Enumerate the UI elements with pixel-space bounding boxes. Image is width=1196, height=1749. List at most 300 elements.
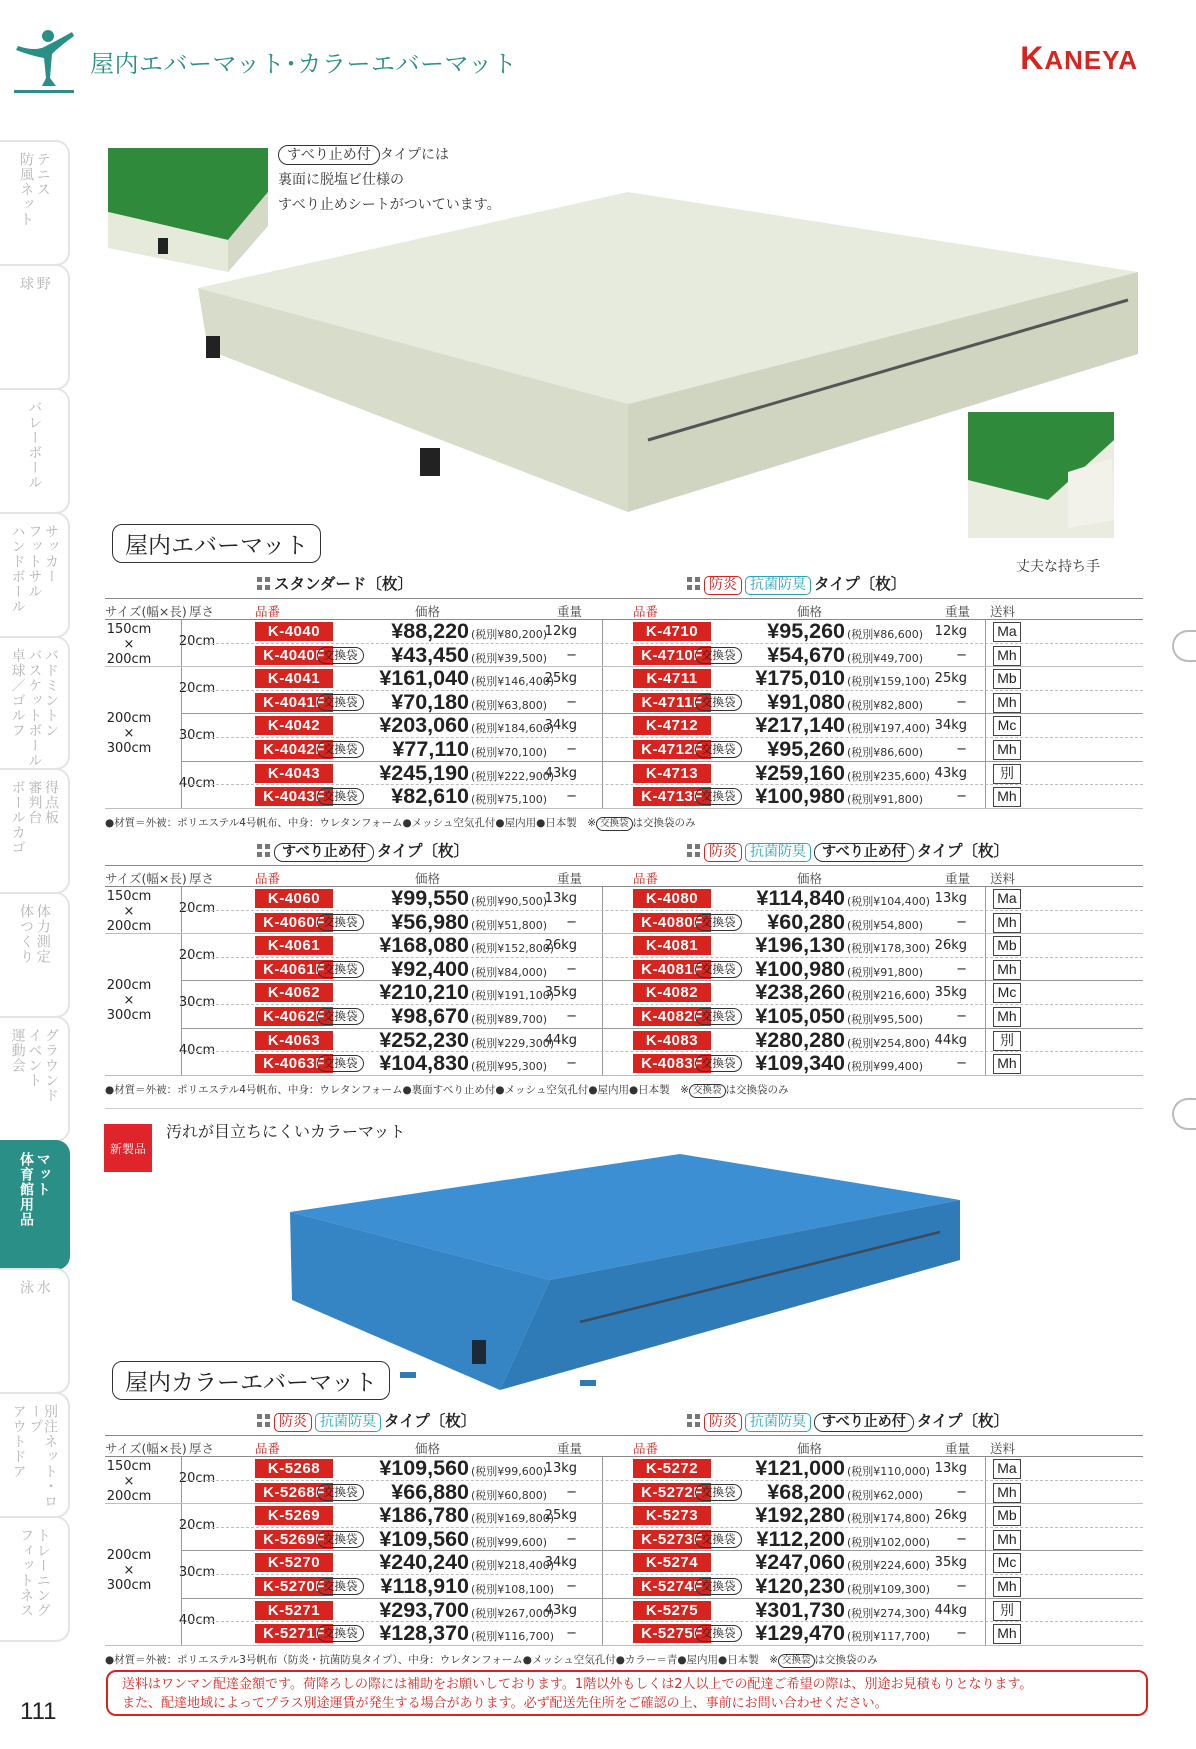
side-tab-9[interactable] [0,1268,70,1394]
thickness-label: 30cm [178,728,216,744]
shipping-code: Mh [993,740,1021,760]
side-tab-label: ボールカゴ [9,780,26,855]
tax-excluded-price: (税別¥224,600) [847,1559,931,1573]
weight: 35kg [934,985,967,1001]
shipping-code: Mc [993,1553,1021,1573]
product-code: K-4713F [633,787,711,806]
shipping-code: 別 [993,1601,1021,1621]
column-header-shipping: 送料 [990,604,1016,619]
side-tab-11[interactable] [0,1516,70,1642]
size-text: × [123,1474,135,1489]
weight: 25kg [544,671,577,687]
weight: − [566,1531,577,1547]
product-code: K-4040 [255,622,333,641]
weight: 44kg [934,1602,967,1618]
table-row [105,1575,1143,1599]
side-tab-5[interactable] [0,768,70,894]
side-tab-6[interactable] [0,892,70,1018]
column-header-size: サイズ(幅×長) [105,871,187,886]
price: ¥112,200 [756,1526,845,1551]
new-product-badge: 新製品 [104,1124,152,1172]
table-row [105,1481,1143,1505]
product-code: K-5273F [633,1530,711,1549]
new-product-note: 汚れが目立ちにくいカラーマット [166,1122,406,1141]
size-text: × [123,726,135,742]
weight: 35kg [934,1555,967,1571]
weight: 26kg [544,938,577,954]
column-header-shipping: 送料 [990,871,1016,886]
product-code: K-4042 [255,716,333,735]
column-header-price: 価格 [797,871,823,886]
weight: − [956,742,967,757]
side-tab-label: 得点板 [43,780,60,825]
table-body [105,887,1143,1076]
exchange-bag-tag: 交換袋 [317,788,364,805]
side-tab-label: 審判台 [26,780,43,825]
product-code: K-5274 [633,1553,711,1572]
weight: 12kg [934,624,967,639]
tax-excluded-price: (税別¥39,500) [471,651,548,665]
exchange-bag-tag: 交換袋 [695,694,742,711]
product-code: K-4041F [255,693,333,712]
price: ¥98,670 [391,1004,469,1028]
table-row [105,981,1143,1005]
section-divider [105,1108,1143,1109]
product-code: K-4063F [255,1054,333,1073]
table-row [105,911,1143,935]
price: ¥168,080 [379,933,469,958]
price: ¥95,260 [767,619,845,643]
thickness-label: 40cm [178,1612,216,1628]
weight: − [566,1484,577,1500]
price: ¥238,260 [755,980,845,1005]
tax-excluded-price: (税別¥218,400) [471,1559,555,1573]
weight: 43kg [544,765,577,781]
column-header-code: 品番 [255,871,281,886]
size-text: × [123,637,135,652]
price: ¥114,840 [756,886,845,910]
product-code: K-4080 [633,889,711,908]
price: ¥280,280 [755,1027,845,1052]
thickness-label: 20cm [178,681,216,697]
side-tab-4[interactable] [0,636,70,770]
section-title-ever-mat: 屋内エバーマット [112,524,321,563]
exchange-bag-tag: 交換袋 [317,1625,364,1642]
weight: − [566,1056,577,1072]
product-code: K-4711 [633,669,711,688]
tax-excluded-price: (税別¥235,600) [847,769,931,783]
tax-excluded-price: (税別¥216,600) [847,989,931,1003]
product-code: K-4062F [255,1007,333,1026]
product-code: K-4083 [633,1031,711,1050]
shipping-code: Mh [993,960,1021,980]
non-slip-note: すべり止め付 タイプには 裏面に脱塩ビ仕様の すべり止めシートがついています。 [278,147,501,213]
table-row [105,1622,1143,1646]
side-tab-label: 別注ネット・ロープ [27,1404,59,1509]
tax-excluded-price: (税別¥99,600) [471,1465,548,1478]
product-code: K-5268 [255,1459,333,1478]
column-header-price: 価格 [797,1441,823,1456]
shipping-code: 別 [993,764,1021,784]
tax-excluded-price: (税別¥75,100) [471,793,548,807]
white-mat-photo [108,140,1148,560]
price: ¥104,830 [379,1051,469,1076]
tax-excluded-price: (税別¥80,200) [471,628,548,641]
size-text: 200cm [106,919,152,934]
shipping-code: Mh [993,1530,1021,1550]
price: ¥192,280 [755,1503,845,1528]
column-header-weight: 重量 [945,604,971,619]
column-header-weight: 重量 [557,871,583,886]
exchange-bag-tag: 交換袋 [695,1008,742,1025]
column-header-size: サイズ(幅×長) [105,1441,187,1456]
tax-excluded-price: (税別¥95,300) [471,1060,548,1074]
side-tab-label: フットサル [26,524,43,599]
column-header-weight: 重量 [557,1441,583,1456]
exchange-bag-tag: 交換袋 [317,694,364,711]
table-row [105,1528,1143,1552]
thickness-label: 30cm [178,995,216,1011]
shipping-code: Mh [993,1483,1021,1503]
product-code: K-4081F [633,960,711,979]
size-text: 150cm [106,889,152,904]
table-row [105,934,1143,958]
exchange-bag-tag: 交換袋 [317,914,364,931]
table-row [105,714,1143,738]
price: ¥293,700 [379,1597,469,1622]
price: ¥210,210 [379,980,469,1005]
side-tab-2[interactable] [0,388,70,514]
price: ¥186,780 [379,1503,469,1528]
table-row [105,691,1143,715]
shipping-code: Mh [993,646,1021,666]
price: ¥121,000 [755,1456,845,1480]
product-code: K-4041 [255,669,333,688]
price: ¥240,240 [379,1550,469,1575]
binder-hole [1172,630,1196,662]
column-header [105,598,1143,620]
price: ¥100,980 [755,784,845,809]
side-tab-label: グラウンド [43,1028,60,1103]
product-code: K-5272 [633,1459,711,1478]
weight: 34kg [544,718,577,734]
tax-excluded-price: (税別¥159,100) [847,675,931,689]
product-code: K-4083F [633,1054,711,1073]
tax-excluded-price: (税別¥169,800) [471,1512,555,1526]
tax-excluded-price: (税別¥99,600) [471,1535,548,1549]
tax-excluded-price: (税別¥108,100) [471,1583,555,1596]
table-row [105,1457,1143,1481]
side-tab-7[interactable] [0,1016,70,1142]
size-text: 200cm [106,1548,152,1564]
price: ¥43,450 [391,642,469,667]
table-row [105,1052,1143,1076]
thickness-label: 20cm [178,948,216,964]
product-code: K-4712 [633,716,711,735]
brand-logo: KANEYA [1020,40,1138,76]
side-tab-3[interactable] [0,512,70,638]
weight: 43kg [544,1602,577,1618]
weight: − [956,647,967,663]
tax-excluded-price: (税別¥62,000) [847,1488,924,1502]
column-header-weight: 重量 [945,871,971,886]
tax-excluded-price: (税別¥229,300) [471,1036,555,1050]
product-code: K-5275F [633,1624,711,1643]
column-header-price: 価格 [415,604,441,619]
page-title: 屋内エバーマット･カラーエバーマット [90,50,518,78]
price: ¥66,880 [391,1479,469,1504]
tax-excluded-price: (税別¥90,500) [471,895,548,908]
tax-excluded-price: (税別¥146,400) [471,675,555,689]
column-header [105,1435,1143,1457]
thickness-label: 40cm [178,1042,216,1058]
weight: 44kg [934,1032,967,1048]
weight: 12kg [544,624,577,639]
product-code: K-5271 [255,1601,333,1620]
price: ¥82,610 [391,784,469,809]
exchange-bag-tag: 交換袋 [317,647,364,664]
shipping-code: Mh [993,1007,1021,1027]
weight: − [566,1579,577,1594]
product-code: K-4710 [633,622,711,641]
tax-excluded-price: (税別¥110,000) [847,1465,931,1478]
shipping-code: Mh [993,913,1021,933]
tax-excluded-price: (税別¥86,600) [847,628,924,641]
product-code: K-4082F [633,1007,711,1026]
table-row [105,667,1143,691]
size-text: 200cm [106,652,152,667]
weight: − [566,789,577,805]
binder-hole [1172,1098,1196,1130]
product-code: K-4060F [255,913,333,932]
exchange-bag-tag: 交換袋 [695,1531,742,1548]
column-header-size: サイズ(幅×長) [105,604,187,619]
price: ¥99,550 [391,886,469,910]
exchange-bag-tag: 交換袋 [695,1578,742,1595]
page-header [0,0,1196,110]
handle-icon [420,448,440,476]
price: ¥203,060 [379,713,469,738]
size-text: 200cm [106,711,152,727]
price: ¥91,080 [767,689,845,714]
weight: 25kg [544,1508,577,1524]
product-code: K-5268F [255,1483,333,1502]
tax-excluded-price: (税別¥109,300) [847,1583,931,1596]
exchange-bag-tag: 交換袋 [695,1055,742,1072]
exchange-bag-tag: 交換袋 [317,741,364,758]
side-tab-label: 防風ネット [18,152,34,227]
tax-excluded-price: (税別¥51,800) [471,918,548,932]
table-row [105,762,1143,786]
exchange-bag-tag: 交換袋 [317,1578,364,1595]
side-tab-label: 野 [34,276,51,291]
product-code: K-4062 [255,983,333,1002]
tax-excluded-price: (税別¥99,400) [847,1060,924,1074]
weight: 13kg [934,1461,967,1476]
shipping-code: Mb [993,936,1021,956]
price: ¥301,730 [755,1597,845,1622]
exchange-bag-tag: 交換袋 [695,1484,742,1501]
shipping-code: Ma [993,622,1021,642]
tax-excluded-price: (税別¥54,800) [847,918,924,932]
price: ¥129,470 [755,1621,845,1646]
price: ¥109,560 [379,1456,469,1480]
shipping-code: Ma [993,889,1021,909]
price: ¥259,160 [755,760,845,785]
thickness-label: 20cm [178,901,216,916]
exchange-bag-tag: 交換袋 [317,1008,364,1025]
tax-excluded-price: (税別¥152,800) [471,942,555,956]
size-text: 300cm [106,741,152,757]
price: ¥217,140 [755,713,845,738]
side-tab-0[interactable] [0,140,70,266]
shipping-code: Mc [993,983,1021,1003]
column-header-code: 品番 [633,604,659,619]
weight: 26kg [934,938,967,954]
side-tab-label: イベント [26,1028,43,1088]
size-text: × [123,993,135,1009]
price: ¥95,260 [767,737,845,761]
price: ¥120,230 [755,1574,845,1598]
tax-excluded-price: (税別¥89,700) [471,1013,548,1026]
tax-excluded-price: (税別¥104,400) [847,895,931,908]
tax-excluded-price: (税別¥63,800) [471,698,548,712]
size-text: 300cm [106,1008,152,1024]
exchange-bag-tag: 交換袋 [317,961,364,978]
exchange-bag-tag: 交換袋 [695,961,742,978]
exchange-bag-tag: 交換袋 [695,741,742,758]
shipping-code: Mc [993,716,1021,736]
weight: 43kg [934,765,967,781]
weight: − [956,1056,967,1072]
price: ¥175,010 [755,666,845,691]
tax-excluded-price: (税別¥95,500) [847,1013,924,1026]
tax-excluded-price: (税別¥70,100) [471,746,548,759]
thickness-label: 20cm [178,1518,216,1534]
side-tab-label: マット [34,1152,51,1197]
side-tab-8[interactable] [0,1140,70,1270]
thickness-label: 30cm [178,1565,216,1581]
footnote-1: ●材質＝外被：ポリエステル4号帆布、中身：ウレタンフォーム●メッシュ空気孔付●屋内用●日本製 ※ 交換袋 は交換袋のみ [105,817,696,829]
tax-excluded-price: (税別¥191,100) [471,989,555,1003]
side-tab-label: ハンドボール [9,524,26,614]
tax-excluded-price: (税別¥197,400) [847,722,931,736]
price: ¥100,980 [755,956,845,981]
table-row [105,1504,1143,1528]
weight: 34kg [544,1555,577,1571]
side-tab-label: テニス [34,152,51,197]
weight: − [566,1626,577,1642]
tax-excluded-price: (税別¥86,600) [847,746,924,759]
column-header-thickness: 厚さ [189,1441,215,1456]
shipping-code: Ma [993,1459,1021,1479]
column-header-shipping: 送料 [990,1441,1016,1456]
product-code: K-4080F [633,913,711,932]
price: ¥196,130 [755,933,845,958]
table-row [105,738,1143,762]
table-row [105,1005,1143,1029]
weight: − [956,914,967,930]
table-body [105,1457,1143,1646]
tax-excluded-price: (税別¥91,800) [847,965,924,979]
product-code: K-4061 [255,936,333,955]
weight: − [566,1009,577,1024]
exchange-bag-tag: 交換袋 [695,647,742,664]
price: ¥70,180 [391,689,469,714]
weight: 13kg [544,891,577,906]
product-code: K-5269 [255,1506,333,1525]
non-slip-tag: すべり止め付 [278,145,380,165]
table-row [105,958,1143,982]
tax-excluded-price: (税別¥82,800) [847,698,924,712]
table-row [105,785,1143,809]
column-header-price: 価格 [797,604,823,619]
weight: − [956,1484,967,1500]
product-code: K-5274F [633,1577,711,1596]
price: ¥128,370 [379,1621,469,1646]
side-tab-10[interactable] [0,1392,70,1518]
blue-mat-photo [280,1140,980,1400]
tax-excluded-price: (税別¥84,000) [471,965,548,979]
product-code: K-4040F [255,646,333,665]
weight: 35kg [544,985,577,1001]
weight: − [956,694,967,710]
shipping-code: 別 [993,1031,1021,1051]
shipping-notice: 送料はワンマン配達金額です。荷降ろしの際には補助をお願いしております。1階以外もしくは2人以上での配達ご希望の際は、別途お見積もりとなります。 また、配達地域によってプラス別途運賃が発生する場合があります。必ず配送先住所をご確認の上、事前にお問い合わせください。 [106,1670,1148,1716]
product-code: K-5271F [255,1624,333,1643]
side-tab-1[interactable] [0,264,70,390]
tax-excluded-price: (税別¥222,900) [471,769,555,783]
table-non-slip: すべり止め付 タイプ〔枚〕 防炎 抗菌防臭 すべり止め付 タイプ〔枚〕 サイズ(幅×長) 厚さ 品番 価格 重量 品番 価格 重量 送料 150cm × 200cm 200cm × 300cm 20cm 20cm 30cm 40cm K-4060 ¥99,550 (税別¥90,500) 13kg K-4080 ¥114,840 (税別¥104,400) 13kg Ma K-4060F 交換袋 ¥56,980 (税別¥51,800) − K-4080F 交換袋 ¥60,280 (税別¥54,800) − Mh K-4061 ¥168,080 (税別¥152,800) 26kg K-4081 ¥196,130 (税別¥178,300) 26kg Mb K-4061F 交換袋 ¥92,400 (税別¥84,000) − K-4081F 交換袋 ¥100,980 (税別¥91,800) − Mh K-4062 ¥210,210 (税別¥191,100) 35kg K-4082 ¥238,260 (税別¥216,600) 35kg Mc K-4062F 交換袋 ¥98,670 (税別¥89,700) − K-4082F 交換袋 ¥105,050 (税別¥95,500) − Mh K-4063 ¥252,230 (税別¥229,300) 44kg K-4083 ¥280,280 (税別¥254,800) 44kg 別 K-4063F 交換袋 ¥104,830 (税別¥95,300) − K-4083F 交換袋 ¥109,340 (税別¥99,400) − Mh [105,839,1143,1076]
exchange-bag-tag: 交換袋 [695,788,742,805]
table-row [105,1029,1143,1053]
table-body [105,620,1143,809]
table-row [105,644,1143,668]
price: ¥252,230 [379,1027,469,1052]
side-tab-label: 体つくり [18,904,34,964]
exchange-bag-tag: 交換袋 [317,1484,364,1501]
price: ¥109,560 [379,1526,469,1551]
size-text: 300cm [106,1578,152,1594]
table-color-mat: 防炎 抗菌防臭 タイプ〔枚〕 防炎 抗菌防臭 すべり止め付 タイプ〔枚〕 サイズ(幅×長) 厚さ 品番 価格 重量 品番 価格 重量 送料 150cm × 200cm 200cm × 300cm 20cm 20cm 30cm 40cm K-5268 ¥109,560 (税別¥99,600) 13kg K-5272 ¥121,000 (税別¥110,000) 13kg Ma K-5268F 交換袋 ¥66,880 (税別¥60,800) − K-5272F 交換袋 ¥68,200 (税別¥62,000) − Mh K-5269 ¥186,780 (税別¥169,800) 25kg K-5273 ¥192,280 (税別¥174,800) 26kg Mb K-5269F 交換袋 ¥109,560 (税別¥99,600) − K-5273F 交換袋 ¥112,200 (税別¥102,000) − Mh K-5270 ¥240,240 (税別¥218,400) 34kg K-5274 ¥247,060 (税別¥224,600) 35kg Mc K-5270F 交換袋 ¥118,910 (税別¥108,100) − K-5274F 交換袋 ¥120,230 (税別¥109,300) − Mh K-5271 ¥293,700 (税別¥267,000) 43kg K-5275 ¥301,730 (税別¥274,300) 44kg 別 K-5271F 交換袋 ¥128,370 (税別¥116,700) − K-5275F 交換袋 ¥129,470 (税別¥117,700) − Mh [105,1409,1143,1646]
price: ¥68,200 [767,1479,845,1504]
price: ¥109,340 [755,1051,845,1076]
product-code: K-5273 [633,1506,711,1525]
side-tab-label: バスケットボール [26,648,43,768]
product-code: K-4713 [633,764,711,783]
product-code: K-4712F [633,740,711,759]
price: ¥56,980 [391,909,469,934]
tax-excluded-price: (税別¥60,800) [471,1488,548,1502]
exchange-bag-tag: 交換袋 [695,1625,742,1642]
weight: 34kg [934,718,967,734]
column-header-code: 品番 [255,604,281,619]
section-title-color-mat: 屋内カラーエバーマット [112,1361,390,1400]
tax-excluded-price: (税別¥49,700) [847,651,924,665]
column-header-code: 品番 [633,871,659,886]
tax-excluded-price: (税別¥91,800) [847,793,924,807]
column-header [105,865,1143,887]
size-text: 150cm [106,622,152,637]
tax-excluded-price: (税別¥274,300) [847,1606,931,1620]
tax-excluded-price: (税別¥254,800) [847,1036,931,1050]
price: ¥77,110 [392,737,469,761]
side-tab-label: フィットネス [18,1528,34,1618]
product-code: K-5270F [255,1577,333,1596]
table-row [105,1551,1143,1575]
price: ¥247,060 [755,1550,845,1575]
tax-excluded-price: (税別¥267,000) [471,1606,555,1620]
